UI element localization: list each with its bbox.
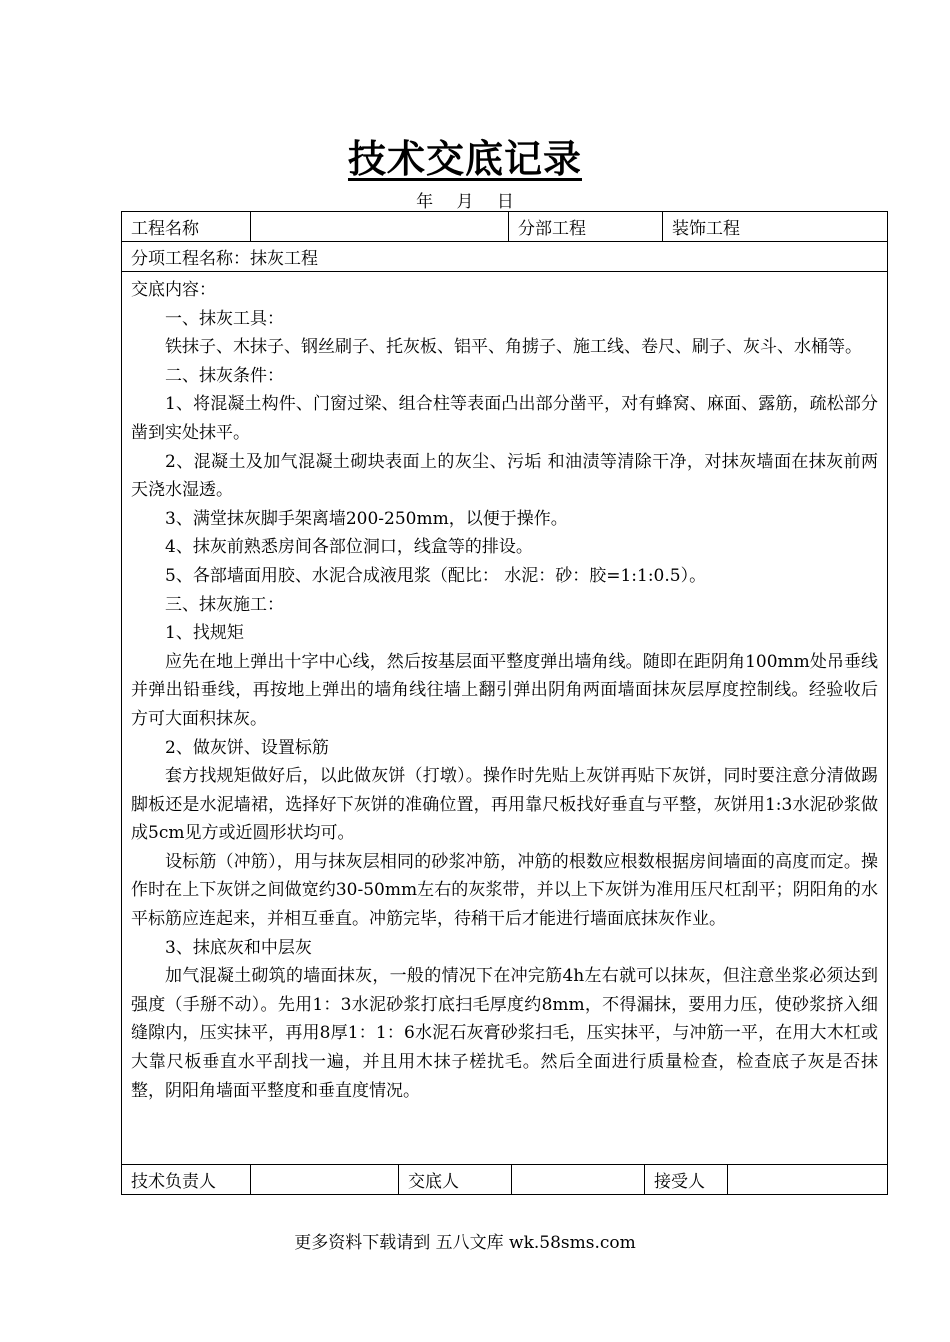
content-paragraph: 5、各部墙面用胶、水泥合成液甩浆（配比： 水泥：砂：胶=1:1:0.5）。 — [165, 565, 707, 586]
subdivision-row — [122, 242, 887, 272]
date-line — [0, 187, 930, 212]
discloser-label: 交底人 — [399, 1165, 512, 1194]
division-value: 装饰工程 — [672, 219, 740, 239]
disclosure-table — [121, 211, 888, 1195]
receiver-value — [728, 1165, 887, 1194]
content-paragraph: 1、将混凝土构件、门窗过梁、组合柱等表面凸出部分凿平，对有蜂窝、麻面、露筋，疏松部分凿到实处抹平。 — [131, 394, 878, 443]
project-row — [122, 212, 887, 242]
document-title: 技术交底记录 — [347, 137, 582, 181]
project-name-label: 工程名称 — [122, 212, 251, 241]
content-paragraph: 套方找规矩做好后，以此做灰饼（打墩）。操作时先贴上灰饼再贴下灰饼，同时要注意分清做踢脚板还是水泥墙裙，选择好下灰饼的准确位置，再用靠尺板找好垂直与平整，灰饼用1:3水泥砂浆做成5cm见方或近圆形状均可。 — [131, 766, 878, 844]
content-paragraph: 一、抹灰工具： — [165, 308, 284, 329]
content-paragraph: 加气混凝土砌筑的墙面抹灰，一般的情况下在冲完筋4h左右就可以抹灰，但注意坐浆必须达到强度（手掰不动）。先用1：3水泥砂浆打底扫毛厚度约8mm，不得漏抹，要用力压，使砂浆挤入细缝隙内，压实抹平，再用8厚1：1：6水泥石灰膏砂浆扫毛，压实抹平，与冲筋一平，在用大木杠或大靠尺板垂直水平刮找一遍，并且用木抹子槎扰毛。然后全面进行质量检查，检查底子灰是否抹整，阴阳角墙面平整度和垂直度情况。 — [131, 966, 878, 1101]
subdivision-name: 分项工程名称：抹灰工程 — [131, 249, 318, 269]
date-day: 日 — [496, 192, 514, 212]
content-paragraph: 二、抹灰条件： — [165, 365, 284, 386]
tech-lead-value — [251, 1165, 399, 1194]
footer-link-text: 更多资料下载请到 五八文库 wk.58sms.com — [294, 1233, 636, 1253]
content-paragraph: 1、找规矩 — [165, 623, 244, 644]
disclosure-content — [122, 272, 887, 1165]
content-label: 交底内容： — [131, 280, 216, 300]
tech-lead-label: 技术负责人 — [122, 1165, 251, 1194]
content-paragraph: 铁抹子、木抹子、钢丝刷子、托灰板、铝平、角掳子、施工线、卷尺、刷子、灰斗、水桶等。 — [165, 337, 862, 358]
division-label: 分部工程 — [509, 212, 663, 241]
signature-row — [122, 1165, 887, 1194]
content-paragraph: 三、抹灰施工： — [165, 594, 284, 615]
content-paragraph: 3、抹底灰和中层灰 — [165, 937, 312, 958]
date-year: 年 — [416, 192, 434, 212]
content-paragraph: 2、做灰饼、设置标筋 — [165, 737, 329, 758]
content-paragraph: 设标筋（冲筋），用与抹灰层相同的砂浆冲筋，冲筋的根数应根数根据房间墙面的高度而定。操作时在上下灰饼之间做宽约30-50mm左右的灰浆带，并以上下灰饼为准用压尺杠刮平；阴阳角的水平标筋应连起来，并相互垂直。冲筋完毕，待稍干后才能进行墙面底抹灰作业。 — [131, 851, 878, 930]
content-paragraph: 4、抹灰前熟悉房间各部位洞口，线盒等的排设。 — [165, 537, 533, 558]
discloser-value — [512, 1165, 645, 1194]
receiver-label: 接受人 — [645, 1165, 728, 1194]
project-name-value — [251, 212, 509, 241]
content-paragraph: 应先在地上弹出十字中心线，然后按基层面平整度弹出墙角线。随即在距阴角100mm处吊垂线并弹出铅垂线，再按地上弹出的墙角线往墙上翻引弹出阴角两面墙面抹灰层厚度控制线。经验收后方可大面积抹灰。 — [131, 651, 878, 729]
content-paragraph: 2、混凝土及加气混凝土砌块表面上的灰尘、污垢 和油渍等清除干净，对抹灰墙面在抹灰前两天浇水湿透。 — [131, 451, 878, 501]
content-paragraph: 3、满堂抹灰脚手架离墙200-250mm，以便于操作。 — [165, 508, 568, 529]
date-month: 月 — [456, 192, 474, 212]
